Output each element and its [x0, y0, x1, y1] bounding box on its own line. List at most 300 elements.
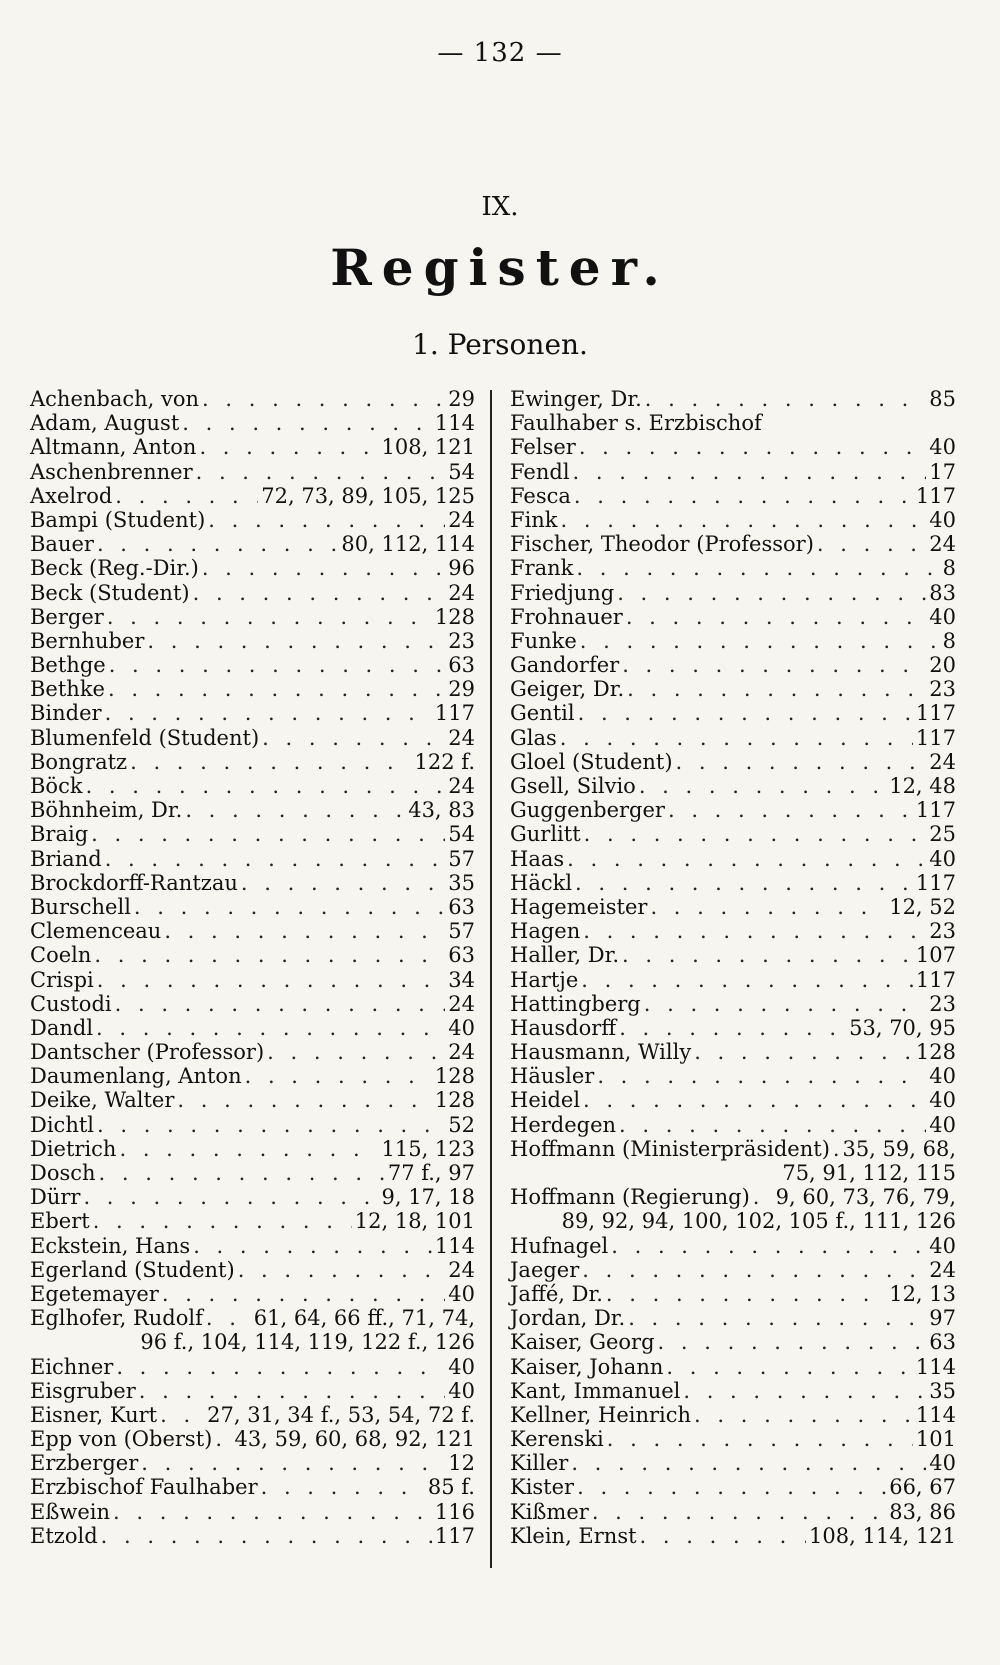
leader-dots: [93, 1209, 352, 1233]
entry-name: Etzold: [30, 1523, 98, 1548]
entry-name: Brockdorff-Rantzau: [30, 870, 238, 895]
entry-pages: 23: [448, 628, 475, 653]
leader-dots: [576, 556, 939, 580]
entry-pages: 114: [915, 1402, 956, 1427]
entry-pages: 40: [448, 1015, 475, 1040]
entry-name: Blumenfeld (Student): [30, 725, 260, 750]
index-entry: [510, 653, 956, 677]
entry-name: Bernhuber: [30, 628, 145, 653]
leader-dots: [130, 750, 411, 774]
leader-dots: [99, 1161, 385, 1185]
entry-name: Dietrich: [30, 1136, 117, 1161]
entry-pages: 66, 67: [889, 1475, 956, 1500]
leader-dots: [611, 1234, 926, 1258]
entry-name: Friedjung: [510, 580, 615, 605]
entry-pages: 40: [929, 1233, 956, 1258]
entry-name: Egerland (Student): [30, 1257, 235, 1282]
leader-dots: [193, 1234, 432, 1258]
entry-name: Braig: [30, 822, 89, 847]
entry-pages: 40: [448, 1354, 475, 1379]
index-entry: [510, 411, 956, 435]
leader-dots: [639, 774, 886, 798]
entry-name: Kerenski: [510, 1427, 604, 1452]
entry-name: Achenbach, von: [30, 387, 200, 411]
index-entry: [30, 484, 475, 508]
column-divider: [490, 390, 492, 1568]
index-entry: [30, 701, 475, 725]
leader-dots: [97, 968, 446, 992]
leader-dots: [105, 847, 446, 871]
leader-dots: [833, 1137, 840, 1161]
leader-dots: [579, 435, 926, 459]
entry-name: Beck (Student): [30, 580, 190, 605]
entry-name: Jaeger: [510, 1257, 580, 1282]
entry-pages-continuation: 89, 92, 94, 100, 102, 105 f., 111, 126: [561, 1209, 956, 1234]
entry-name: Adam, August: [30, 411, 180, 436]
leader-dots: [199, 435, 378, 459]
entry-name: Gandorfer: [510, 653, 620, 678]
entry-name: Guggenberger: [510, 798, 665, 823]
index-entry: [30, 943, 475, 967]
index-entry: [30, 1258, 475, 1282]
entry-pages: 43, 59, 60, 68, 92, 121: [234, 1427, 475, 1452]
entry-pages: 117: [915, 870, 956, 895]
entry-pages: 117: [915, 725, 956, 750]
leader-dots: [94, 943, 445, 967]
leader-dots: [584, 822, 927, 846]
entry-pages: 77 f., 97: [387, 1161, 475, 1185]
entry-pages: 35: [448, 870, 475, 895]
index-entry: [30, 387, 475, 411]
index-entry: [510, 1258, 956, 1282]
entry-pages: 9, 60, 73, 76, 79,: [775, 1185, 956, 1210]
entry-name: Epp von (Oberst): [30, 1427, 213, 1452]
entry-name: Fink: [510, 507, 558, 532]
entry-pages: 24: [929, 1257, 956, 1282]
page-number: — 132 —: [437, 38, 563, 68]
leader-dots: [567, 847, 926, 871]
entry-pages: 96: [448, 556, 475, 581]
index-entry: [510, 1234, 956, 1258]
entry-pages: 40: [448, 1378, 475, 1403]
leader-dots: [581, 968, 913, 992]
leader-dots: [261, 1475, 425, 1499]
leader-dots: [97, 1113, 445, 1137]
leader-dots: [640, 1524, 807, 1548]
entry-name: Funke: [510, 628, 577, 653]
entry-pages: 57: [448, 919, 475, 944]
leader-dots: [683, 1379, 926, 1403]
leader-dots: [573, 460, 927, 484]
entry-pages: 101: [915, 1427, 956, 1452]
entry-name: Bauer: [30, 532, 94, 557]
entry-name: Beck (Reg.-Dir.): [30, 556, 199, 581]
index-entry: [30, 1524, 475, 1548]
entry-name: Eßwein: [30, 1499, 111, 1524]
leader-dots: [560, 726, 913, 750]
entry-name: Altmann, Anton: [30, 435, 197, 460]
entry-name: Bethge: [30, 653, 106, 678]
leader-dots: [578, 701, 913, 725]
index-entry: [510, 701, 956, 725]
leader-dots: [108, 677, 445, 701]
entry-pages: 12, 48: [889, 774, 956, 798]
entry-pages: 61, 64, 66 ff., 71, 74,: [253, 1306, 475, 1331]
index-entry: [30, 968, 475, 992]
entry-pages: 85: [929, 387, 956, 411]
entry-name: Dantscher (Professor): [30, 1040, 265, 1065]
chapter-number: IX.: [481, 192, 519, 222]
entry-pages: 8: [942, 628, 956, 653]
index-entry: [510, 435, 956, 459]
index-entry: [30, 1088, 475, 1112]
index-entry: [510, 847, 956, 871]
index-entry: [30, 435, 475, 459]
leader-dots: [91, 822, 445, 846]
leader-dots: [134, 895, 445, 919]
index-entry: [510, 968, 956, 992]
entry-pages: 128: [434, 604, 475, 629]
entry-pages: 17: [929, 459, 956, 484]
entry-pages: 117: [915, 701, 956, 726]
index-entry: [510, 1040, 956, 1064]
leader-dots: [202, 556, 445, 580]
entry-pages: 114: [434, 1233, 475, 1258]
entry-name: Ewinger, Dr.: [510, 387, 642, 411]
entry-name: Fendl: [510, 459, 570, 484]
leader-dots: [577, 1475, 886, 1499]
index-entry: [30, 1427, 475, 1451]
index-entry: [510, 460, 956, 484]
leader-dots: [196, 460, 446, 484]
entry-pages: 12, 18, 101: [354, 1209, 475, 1234]
entry-pages: 97: [929, 1306, 956, 1331]
leader-dots: [185, 798, 405, 822]
leader-dots: [147, 629, 445, 653]
index-entry: [30, 992, 475, 1016]
entry-pages: 35, 59, 68,: [842, 1136, 956, 1161]
leader-dots: [177, 1088, 432, 1112]
entry-pages: 54: [448, 459, 475, 484]
entry-name: Haas: [510, 846, 565, 871]
index-column-right: [510, 387, 956, 1548]
entry-pages: 24: [448, 1257, 475, 1282]
entry-pages: 23: [929, 677, 956, 702]
index-entry: [510, 1500, 956, 1524]
entry-name: Hagen: [510, 919, 581, 944]
entry-pages: 23: [929, 991, 956, 1016]
entry-pages: 29: [448, 387, 475, 411]
entry-name: Killer: [510, 1451, 569, 1476]
entry-pages: 24: [448, 507, 475, 532]
entry-name: Briand: [30, 846, 102, 871]
index-entry: [510, 629, 956, 653]
leader-dots: [208, 508, 445, 532]
entry-name: Klein, Ernst: [510, 1523, 637, 1548]
index-entry: [510, 1451, 956, 1475]
section-heading: 1. Personen.: [412, 328, 588, 361]
entry-name: Fesca: [510, 483, 571, 508]
leader-dots: [650, 895, 886, 919]
entry-name: Haller, Dr.: [510, 943, 620, 968]
leader-dots: [97, 532, 338, 556]
index-entry: [510, 1355, 956, 1379]
entry-name: Coeln: [30, 943, 92, 968]
entry-name: Herdegen: [510, 1112, 617, 1137]
index-entry: [510, 1016, 956, 1040]
index-entry: [510, 943, 956, 967]
index-entry: [30, 629, 475, 653]
entry-pages: 12, 52: [889, 894, 956, 919]
index-entry: [30, 798, 475, 822]
entry-name: Bethke: [30, 677, 105, 702]
index-entry: [30, 1379, 475, 1403]
entry-name: Dandl: [30, 1015, 94, 1040]
entry-pages: 40: [929, 435, 956, 460]
entry-pages: 29: [448, 677, 475, 702]
entry-pages: 40: [929, 604, 956, 629]
entry-name: Crispi: [30, 967, 94, 992]
index-entry: [510, 1088, 956, 1112]
index-entry: [30, 1040, 475, 1064]
leader-dots: [262, 726, 445, 750]
entry-pages: 83, 86: [889, 1499, 956, 1524]
entry-name: Geiger, Dr.: [510, 677, 625, 702]
leader-dots: [215, 1427, 231, 1451]
leader-dots: [160, 1403, 204, 1427]
entry-name: Eisgruber: [30, 1378, 136, 1403]
index-entry: [30, 1234, 475, 1258]
leader-dots: [115, 992, 446, 1016]
entry-pages: 117: [434, 1523, 475, 1548]
index-entry: [30, 750, 475, 774]
index-entry: [510, 895, 956, 919]
leader-dots: [606, 1282, 886, 1306]
index-entry: [30, 1282, 475, 1306]
entry-name: Eglhofer, Rudolf: [30, 1306, 203, 1331]
entry-pages: 128: [434, 1064, 475, 1089]
index-entry: [510, 992, 956, 1016]
leader-dots: [139, 1379, 446, 1403]
index-entry: [30, 411, 475, 435]
entry-name: Häusler: [510, 1064, 595, 1089]
entry-name: Hagemeister: [510, 894, 648, 919]
entry-name: Aschenbrenner: [30, 459, 193, 484]
index-entry: [510, 774, 956, 798]
entry-pages: 24: [929, 532, 956, 557]
entry-name: Böhnheim, Dr.: [30, 798, 183, 823]
entry-pages: 40: [929, 1088, 956, 1113]
entry-pages: 63: [929, 1330, 956, 1355]
entry-name: Burschell: [30, 894, 131, 919]
entry-pages: 24: [448, 1040, 475, 1065]
entry-pages: 24: [929, 749, 956, 774]
entry-name: Kaiser, Georg: [510, 1330, 655, 1355]
leader-dots: [676, 750, 927, 774]
entry-name: Frohnauer: [510, 604, 623, 629]
leader-dots: [119, 1137, 378, 1161]
index-entry: [30, 460, 475, 484]
index-entry: [30, 532, 475, 556]
entry-pages: 117: [434, 701, 475, 726]
leader-dots: [574, 484, 913, 508]
entry-pages: 53, 70, 95: [849, 1015, 956, 1040]
index-entry: [30, 1137, 475, 1161]
entry-name: Jordan, Dr.: [510, 1306, 626, 1331]
index-entry: [30, 871, 475, 895]
index-entry: [30, 508, 475, 532]
entry-pages: 24: [448, 580, 475, 605]
leader-dots: [619, 1016, 846, 1040]
entry-pages: 43, 83: [408, 798, 475, 823]
entry-name: Frank: [510, 556, 574, 581]
entry-pages: 117: [915, 967, 956, 992]
leader-dots: [753, 1185, 773, 1209]
index-entry: [510, 822, 956, 846]
leader-dots: [238, 1258, 446, 1282]
leader-dots: [109, 653, 446, 677]
leader-dots: [105, 701, 432, 725]
index-entry: [30, 1500, 475, 1524]
leader-dots: [571, 1451, 926, 1475]
index-entry: [510, 1137, 956, 1161]
index-entry: [510, 919, 956, 943]
leader-dots: [666, 1355, 913, 1379]
entry-pages: 12, 13: [889, 1281, 956, 1306]
index-entry: [510, 677, 956, 701]
entry-pages: 52: [448, 1112, 475, 1137]
entry-name: Berger: [30, 604, 104, 629]
index-entry: [30, 1355, 475, 1379]
index-entry: [510, 1524, 956, 1548]
leader-dots: [583, 1088, 926, 1112]
index-entry: [510, 798, 956, 822]
entry-pages: 27, 31, 34 f., 53, 54, 72 f.: [207, 1402, 475, 1427]
leader-dots: [694, 1403, 913, 1427]
entry-pages: 54: [448, 822, 475, 847]
index-column-left: [30, 387, 475, 1548]
entry-name: Dürr: [30, 1185, 81, 1210]
entry-pages: 34: [448, 967, 475, 992]
index-entry: [30, 847, 475, 871]
entry-pages: 115, 123: [381, 1136, 475, 1161]
index-entry: [510, 1185, 956, 1209]
index-entry: [510, 556, 956, 580]
index-entry: [510, 1113, 956, 1137]
leader-dots: [561, 508, 927, 532]
index-entry: [30, 822, 475, 846]
entry-pages: 8: [942, 556, 956, 581]
entry-name: Bampi (Student): [30, 507, 206, 532]
leader-dots: [245, 1064, 432, 1088]
index-entry: [30, 653, 475, 677]
entry-name: Häckl: [510, 870, 573, 895]
index-entry: [510, 581, 956, 605]
index-entry: [30, 581, 475, 605]
index-entry: [510, 532, 956, 556]
index-entry: [30, 1161, 475, 1185]
index-entry: [30, 605, 475, 629]
leader-dots: [617, 581, 926, 605]
leader-dots: [206, 1306, 251, 1330]
entry-pages: 12: [448, 1451, 475, 1476]
leader-dots: [607, 1427, 913, 1451]
index-entry: [510, 484, 956, 508]
index-entry: [30, 677, 475, 701]
leader-dots: [626, 605, 926, 629]
entry-pages: 72, 73, 89, 105, 125: [261, 483, 475, 508]
entry-name: Egetemayer: [30, 1281, 159, 1306]
index-entry: [30, 1113, 475, 1137]
leader-dots: [267, 1040, 445, 1064]
entry-pages: 63: [448, 653, 475, 678]
entry-name: Felser: [510, 435, 576, 460]
index-entry: [30, 774, 475, 798]
entry-name: Hoffmann (Ministerpräsident): [510, 1136, 830, 1161]
entry-name: Hausdorff: [510, 1015, 617, 1040]
entry-pages: 24: [448, 991, 475, 1016]
entry-pages: 40: [929, 1112, 956, 1137]
entry-name: Erzberger: [30, 1451, 139, 1476]
entry-name: Heidel: [510, 1088, 581, 1113]
leader-dots: [668, 798, 913, 822]
index-entry: [30, 1475, 475, 1499]
entry-pages: 40: [448, 1281, 475, 1306]
leader-dots: [115, 484, 258, 508]
index-entry: [510, 1403, 956, 1427]
entry-pages: 80, 112, 114: [341, 532, 475, 557]
entry-name: Hoffmann (Regierung): [510, 1185, 750, 1210]
index-entry: [510, 871, 956, 895]
entry-pages: 24: [448, 725, 475, 750]
index-entry: [510, 387, 956, 411]
entry-pages: 83: [929, 580, 956, 605]
index-entry: [510, 726, 956, 750]
leader-dots: [113, 1500, 432, 1524]
entry-name: Hufnagel: [510, 1233, 609, 1258]
entry-pages: 85 f.: [427, 1475, 475, 1500]
leader-dots: [583, 919, 926, 943]
entry-pages: 9, 17, 18: [381, 1185, 475, 1210]
leader-dots: [658, 1330, 927, 1354]
index-entry: [30, 895, 475, 919]
entry-name: Kißmer: [510, 1499, 589, 1524]
entry-name: Gloel (Student): [510, 749, 673, 774]
entry-pages: 117: [915, 483, 956, 508]
entry-name: Erzbischof Faulhaber: [30, 1475, 258, 1500]
entry-name: Jaffé, Dr.: [510, 1281, 603, 1306]
entry-name: Kellner, Heinrich: [510, 1402, 692, 1427]
entry-pages: 114: [915, 1354, 956, 1379]
leader-dots: [162, 1282, 445, 1306]
index-entry: [30, 726, 475, 750]
index-entry: [30, 556, 475, 580]
entry-pages: 40: [929, 1064, 956, 1089]
leader-dots: [164, 919, 445, 943]
leader-dots: [645, 387, 927, 411]
entry-pages: 40: [929, 507, 956, 532]
entry-pages: 63: [448, 894, 475, 919]
entry-pages: 108, 114, 121: [809, 1523, 956, 1548]
leader-dots: [694, 1040, 913, 1064]
index-entry: [510, 1379, 956, 1403]
index-entry: [30, 1306, 475, 1330]
entry-pages: 35: [929, 1378, 956, 1403]
entry-name: Gurlitt: [510, 822, 581, 847]
entry-pages: 20: [929, 653, 956, 678]
index-entry: [30, 919, 475, 943]
index-entry: [30, 1209, 475, 1233]
